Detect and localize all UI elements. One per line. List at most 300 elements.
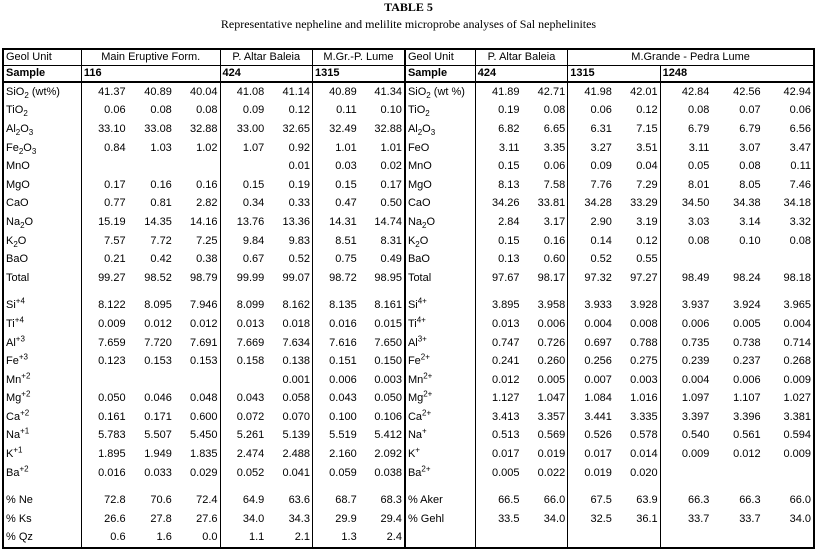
value-cell: 27.8 (150, 512, 172, 525)
value-cell: 0.17 (380, 178, 402, 191)
sample-id: 1315 (568, 66, 660, 83)
value-cell: 0.016 (312, 315, 358, 334)
value-cell: 8.51 (312, 232, 358, 251)
value-cell: 0.241 (475, 352, 521, 371)
value-cell: 1.03 (150, 141, 172, 154)
value-cell: 0.12 (636, 234, 658, 247)
sample-id: 1315 (312, 66, 404, 83)
value-cell: 0.06 (81, 102, 127, 121)
value-cell: 1.01 (380, 141, 402, 154)
row-label: $Al_2O_3$ (3, 120, 81, 139)
value-cell: 33.81 (537, 197, 566, 210)
table-row (3, 445, 814, 464)
value-cell: 0.041 (282, 466, 310, 479)
value-cell: 0.239 (660, 352, 711, 371)
value-cell: 0.47 (312, 195, 358, 214)
value-cell: 0.540 (660, 427, 711, 446)
value-cell: 0.008 (630, 317, 658, 330)
value-cell: 3.937 (660, 297, 711, 316)
value-cell: 0.12 (636, 104, 658, 117)
value-cell: 6.31 (568, 120, 614, 139)
spacer-cell (81, 482, 127, 491)
value-cell: 41.98 (568, 82, 614, 102)
value-cell: 0.001 (282, 373, 310, 386)
value-cell: 8.05 (739, 178, 761, 191)
value-cell: 7.58 (543, 178, 566, 191)
value-cell: 72.8 (81, 491, 127, 510)
value-cell: 0.006 (660, 315, 711, 334)
value-cell: 0.072 (220, 408, 266, 427)
value-cell: 0.048 (190, 392, 218, 405)
value-cell: 0.08 (150, 104, 172, 117)
table-caption: Representative nepheline and melilite microprobe analyses of Sal nephelinites (220, 17, 597, 31)
table-row (3, 176, 814, 195)
value-cell: 0.059 (312, 464, 358, 483)
value-cell: 3.396 (733, 410, 761, 423)
value-cell: 2.160 (312, 445, 358, 464)
value-cell: 0.42 (150, 253, 172, 266)
row-label: CaO (3, 195, 81, 214)
spacer-cell (568, 482, 614, 491)
value-cell: 2.90 (568, 213, 614, 232)
sample-label: Sample (3, 66, 81, 83)
value-cell: 0.01 (288, 160, 310, 173)
value-cell: 32.88 (190, 122, 218, 135)
value-cell: 99.27 (81, 269, 127, 288)
value-cell: 0.237 (733, 355, 761, 368)
value-cell: 34.38 (733, 197, 761, 210)
value-cell: 0.50 (380, 197, 402, 210)
value-cell: 0.04 (636, 160, 658, 173)
group-header: M.Grande - Pedra Lume (568, 49, 814, 66)
value-cell: 0.007 (568, 371, 614, 390)
row-label: MgO (3, 176, 81, 195)
spacer-cell (763, 288, 814, 297)
table-row (3, 269, 814, 288)
value-cell: 0.033 (144, 466, 172, 479)
table-row (3, 120, 814, 139)
spacer-cell (359, 288, 405, 297)
value-cell: 3.357 (537, 410, 566, 423)
value-cell: 29.4 (380, 512, 402, 525)
value-cell: 0.06 (543, 160, 566, 173)
value-cell: 63.6 (288, 494, 310, 507)
row-label: % Gehl (405, 510, 475, 529)
value-cell: 1.107 (733, 392, 761, 405)
spacer-cell (128, 288, 174, 297)
value-cell: 3.413 (475, 408, 521, 427)
value-cell: 0.77 (81, 195, 127, 214)
group-header: Main Eruptive Form. (81, 49, 220, 66)
value-cell: 6.79 (739, 122, 761, 135)
value-cell: 0.004 (763, 315, 814, 334)
value-cell: 3.27 (568, 139, 614, 158)
value-cell: 36.1 (636, 512, 658, 525)
value-cell: 7.72 (150, 234, 172, 247)
value-cell: 0.600 (190, 410, 218, 423)
value-cell: 0.09 (220, 102, 266, 121)
value-cell: 0.06 (763, 102, 814, 121)
table-row (3, 352, 814, 371)
value-cell: 0.07 (739, 104, 761, 117)
value-cell: 66.0 (543, 494, 566, 507)
value-cell: 15.19 (81, 213, 127, 232)
row-label: $Ba^{+2}$ (3, 464, 81, 483)
table-row (3, 491, 814, 510)
value-cell: 3.14 (739, 215, 761, 228)
value-cell: 98.24 (733, 271, 761, 284)
value-cell: 0.561 (733, 429, 761, 442)
value-cell: 3.441 (568, 408, 614, 427)
value-cell: 1.6 (128, 529, 174, 549)
table-row (3, 427, 814, 446)
value-cell (660, 464, 711, 483)
value-cell: 6.56 (763, 120, 814, 139)
value-cell: 0.08 (660, 102, 711, 121)
value-cell: 33.7 (660, 510, 711, 529)
spacer-cell (475, 482, 521, 491)
row-label: MgO (405, 176, 475, 195)
value-cell: 0.006 (312, 371, 358, 390)
value-cell (711, 250, 762, 269)
value-cell: 0.788 (630, 336, 658, 349)
value-cell: 0.0 (174, 529, 220, 549)
value-cell: 5.783 (81, 427, 127, 446)
value-cell: 6.82 (475, 120, 521, 139)
row-label: SiO$_2$ (wt%) (3, 82, 81, 102)
value-cell: 0.16 (543, 234, 566, 247)
value-cell: 14.31 (312, 213, 358, 232)
value-cell: 0.005 (475, 464, 521, 483)
sample-id: 424 (475, 66, 567, 83)
value-cell: 3.933 (568, 297, 614, 316)
value-cell: 0.005 (537, 373, 566, 386)
value-cell: 0.015 (374, 317, 402, 330)
value-cell: 33.5 (475, 510, 521, 529)
row-label: $Si^{4+}$ (405, 297, 475, 316)
spacer-cell (220, 288, 266, 297)
value-cell: 3.895 (475, 297, 521, 316)
value-cell: 0.013 (475, 315, 521, 334)
value-cell: 7.57 (81, 232, 127, 251)
value-cell: 33.10 (81, 120, 127, 139)
value-cell: 0.55 (636, 253, 658, 266)
table-row (3, 390, 814, 409)
value-cell: 72.4 (196, 494, 218, 507)
value-cell: 0.19 (288, 178, 310, 191)
value-cell: 0.08 (763, 232, 814, 251)
value-cell: 13.76 (220, 213, 266, 232)
row-label: FeO (405, 139, 475, 158)
value-cell: 2.4 (359, 529, 405, 549)
value-cell: 98.49 (660, 269, 711, 288)
value-cell: 8.31 (380, 234, 402, 247)
spacer-cell (614, 482, 660, 491)
value-cell: 0.747 (475, 334, 521, 353)
value-cell: 0.009 (763, 371, 814, 390)
value-cell (521, 529, 567, 549)
value-cell: 99.07 (282, 271, 310, 284)
spacer-cell (3, 288, 81, 297)
value-cell: 6.79 (660, 120, 711, 139)
value-cell: 0.11 (312, 102, 358, 121)
value-cell: 2.474 (220, 445, 266, 464)
value-cell: 40.89 (312, 82, 358, 102)
sample-id: 116 (81, 66, 220, 83)
value-cell: 97.27 (630, 271, 658, 284)
value-cell: 0.15 (475, 157, 521, 176)
value-cell: 0.020 (630, 466, 658, 479)
value-cell: 1.047 (537, 392, 566, 405)
value-cell: 0.38 (196, 253, 218, 266)
value-cell: 2.84 (475, 213, 521, 232)
value-cell: 33.7 (739, 512, 761, 525)
value-cell: 68.3 (380, 494, 402, 507)
value-cell: 0.15 (475, 232, 521, 251)
value-cell: 0.15 (220, 176, 266, 195)
value-cell: 8.122 (81, 297, 127, 316)
value-cell: 1.895 (81, 445, 127, 464)
value-cell: 3.51 (636, 141, 658, 154)
row-label: $Ca^{+2}$ (3, 408, 81, 427)
value-cell: 0.578 (630, 429, 658, 442)
value-cell (81, 371, 127, 390)
spacer-cell (266, 288, 312, 297)
value-cell: 0.19 (475, 102, 521, 121)
spacer-cell (763, 482, 814, 491)
value-cell: 42.94 (763, 82, 814, 102)
row-label: $Na_2O$ (3, 213, 81, 232)
table-row (3, 334, 814, 353)
value-cell: 0.735 (660, 334, 711, 353)
value-cell: 0.153 (190, 355, 218, 368)
value-cell: 32.65 (282, 122, 310, 135)
value-cell: 98.18 (763, 269, 814, 288)
value-cell: 5.450 (190, 429, 218, 442)
value-cell: 0.21 (81, 250, 127, 269)
value-cell: 0.49 (380, 253, 402, 266)
value-cell: 8.095 (144, 299, 172, 312)
value-cell: 42.71 (537, 85, 566, 98)
value-cell: 0.003 (374, 373, 402, 386)
spacer-cell (660, 482, 711, 491)
value-cell: 0.08 (196, 104, 218, 117)
value-cell: 70.6 (150, 494, 172, 507)
value-cell: 0.013 (220, 315, 266, 334)
value-cell: 0.33 (288, 197, 310, 210)
row-label: % Ks (3, 510, 81, 529)
value-cell: 0.006 (537, 317, 566, 330)
value-cell: 1.835 (190, 448, 218, 461)
value-cell: 97.67 (475, 269, 521, 288)
value-cell: 26.6 (81, 510, 127, 529)
table-row (3, 408, 814, 427)
value-cell: 7.659 (81, 334, 127, 353)
value-cell: 1.3 (312, 529, 358, 549)
row-label: CaO (405, 195, 475, 214)
value-cell: 0.017 (475, 445, 521, 464)
value-cell: 98.52 (144, 271, 172, 284)
value-cell: 0.67 (220, 250, 266, 269)
value-cell: 0.52 (288, 253, 310, 266)
value-cell: 34.28 (568, 195, 614, 214)
value-cell: 0.151 (312, 352, 358, 371)
value-cell: 1.016 (630, 392, 658, 405)
value-cell: 34.0 (220, 510, 266, 529)
row-label: TiO$_2$ (405, 102, 475, 121)
table-row (3, 510, 814, 529)
spacer-cell (312, 288, 358, 297)
value-cell: 0.050 (81, 390, 127, 409)
value-cell: 0.06 (568, 102, 614, 121)
value-cell: 0.526 (568, 427, 614, 446)
table-row (3, 315, 814, 334)
value-cell: 0.10 (380, 104, 402, 117)
value-cell: 32.49 (312, 120, 358, 139)
value-cell: 7.15 (636, 122, 658, 135)
value-cell: 66.3 (660, 491, 711, 510)
value-cell: 32.5 (568, 510, 614, 529)
table-row (3, 195, 814, 214)
value-cell: 1.1 (220, 529, 266, 549)
value-cell: 0.260 (537, 355, 566, 368)
value-cell: 0.569 (537, 429, 566, 442)
row-label: $Na^{+1}$ (3, 427, 81, 446)
value-cell: 3.07 (739, 141, 761, 154)
row-label: $Fe^{2+}$ (405, 352, 475, 371)
value-cell: 0.022 (537, 466, 566, 479)
value-cell: 0.08 (543, 104, 566, 117)
value-cell: 0.275 (630, 355, 658, 368)
value-cell: 0.256 (568, 352, 614, 371)
value-cell: 98.79 (190, 271, 218, 284)
value-cell (763, 464, 814, 483)
row-label: K+ (405, 445, 475, 464)
value-cell: 27.6 (196, 512, 218, 525)
value-cell: 0.17 (81, 176, 127, 195)
value-cell: 8.099 (220, 297, 266, 316)
value-cell: 0.02 (380, 160, 402, 173)
spacer-cell (711, 482, 762, 491)
value-cell: 9.83 (288, 234, 310, 247)
value-cell: 98.95 (374, 271, 402, 284)
value-cell: 34.0 (763, 510, 814, 529)
value-cell (475, 529, 521, 549)
value-cell: 41.08 (220, 82, 266, 102)
spacer-cell (359, 482, 405, 491)
value-cell: 0.15 (312, 176, 358, 195)
value-cell: 3.965 (763, 297, 814, 316)
value-cell: 7.46 (763, 176, 814, 195)
spacer-cell (475, 288, 521, 297)
table-row (3, 371, 814, 390)
table-row (3, 139, 814, 158)
spacer-cell (521, 482, 567, 491)
value-cell: 0.52 (568, 250, 614, 269)
value-cell: 0.043 (220, 390, 266, 409)
value-cell: 0.75 (312, 250, 358, 269)
spacer-cell (3, 482, 81, 491)
spacer-cell (174, 482, 220, 491)
value-cell: 3.32 (763, 213, 814, 232)
value-cell: 5.139 (282, 429, 310, 442)
value-cell: 63.9 (636, 494, 658, 507)
value-cell: 66.0 (763, 491, 814, 510)
value-cell: 34.3 (288, 512, 310, 525)
row-label: $Fe^{+3}$ (3, 352, 81, 371)
row-label: TiO$_2$ (3, 102, 81, 121)
row-label: Total (405, 269, 475, 288)
spacer-cell (405, 482, 475, 491)
row-label: % Qz (3, 529, 81, 549)
row-label: $Ca^{2+}$ (405, 408, 475, 427)
value-cell: 0.046 (144, 392, 172, 405)
value-cell: 0.029 (190, 466, 218, 479)
value-cell: 34.26 (475, 195, 521, 214)
value-cell: 97.32 (568, 269, 614, 288)
row-label: $Mg^{+2}$ (3, 390, 81, 409)
value-cell: 66.5 (475, 491, 521, 510)
value-cell (128, 157, 174, 176)
value-cell: 0.012 (475, 371, 521, 390)
value-cell: 14.16 (190, 215, 218, 228)
value-cell: 42.56 (733, 85, 761, 98)
value-cell: 1.127 (475, 390, 521, 409)
value-cell: 0.100 (312, 408, 358, 427)
value-cell: 0.016 (81, 464, 127, 483)
geol-unit-label: Geol Unit (405, 49, 475, 66)
value-cell: 0.92 (288, 141, 310, 154)
value-cell: 0.60 (543, 253, 566, 266)
value-cell: 0.513 (475, 427, 521, 446)
value-cell: 9.84 (220, 232, 266, 251)
value-cell (174, 157, 220, 176)
row-label: $Al^{+3}$ (3, 334, 81, 353)
value-cell: 3.03 (660, 213, 711, 232)
spacer-cell (711, 288, 762, 297)
sample-id: 424 (220, 66, 312, 83)
value-cell: 0.13 (475, 250, 521, 269)
sample-id: 1248 (660, 66, 814, 83)
value-cell: 7.650 (374, 336, 402, 349)
value-cell: 41.89 (475, 82, 521, 102)
row-label: % Aker (405, 491, 475, 510)
value-cell: 0.009 (763, 445, 814, 464)
spacer-cell (614, 288, 660, 297)
value-cell: 8.01 (660, 176, 711, 195)
spacer-cell (521, 288, 567, 297)
row-label: Total (3, 269, 81, 288)
value-cell: 5.261 (220, 427, 266, 446)
value-cell: 2.488 (282, 448, 310, 461)
value-cell: 98.72 (312, 269, 358, 288)
spacer-cell (220, 482, 266, 491)
group-header: P. Altar Baleia (220, 49, 312, 66)
value-cell: 0.714 (763, 334, 814, 353)
value-cell: 0.038 (374, 466, 402, 479)
table-row (3, 82, 814, 102)
spacer-cell (128, 482, 174, 491)
table-row (3, 464, 814, 483)
spacer-row (3, 288, 814, 297)
spacer-cell (568, 288, 614, 297)
value-cell: 0.11 (763, 157, 814, 176)
value-cell: 0.012 (733, 448, 761, 461)
row-label: $Na_2O$ (405, 213, 475, 232)
value-cell: 33.29 (630, 197, 658, 210)
row-label: MnO (3, 157, 81, 176)
value-cell: 3.381 (763, 408, 814, 427)
